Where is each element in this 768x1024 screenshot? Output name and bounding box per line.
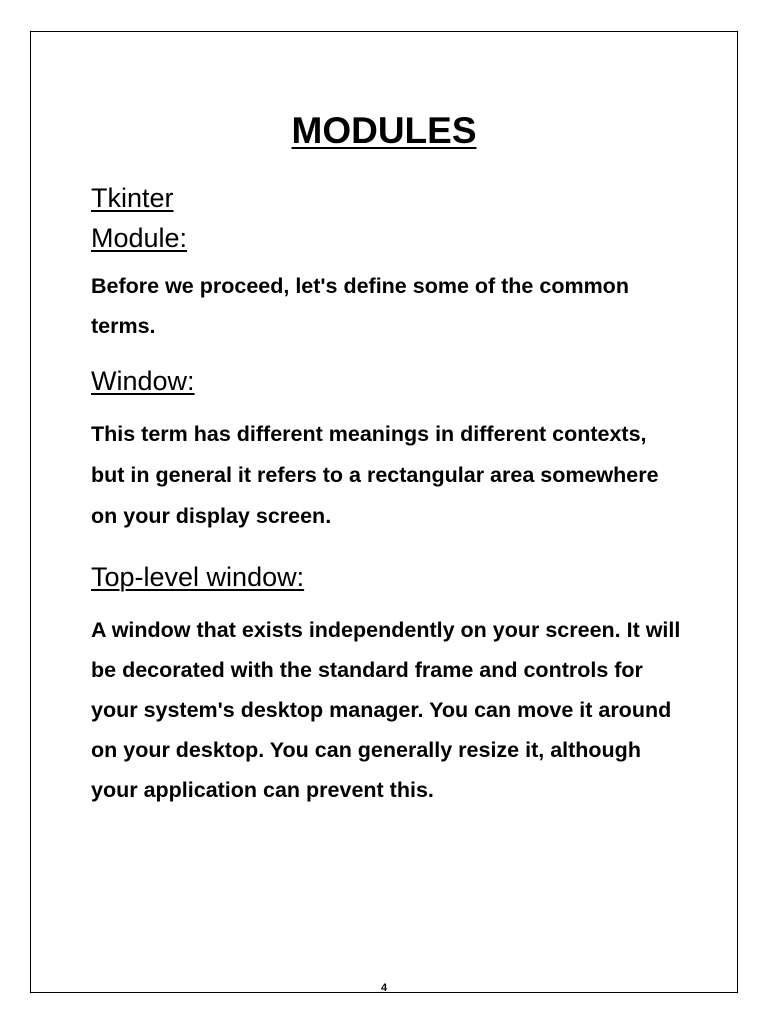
page-title: MODULES xyxy=(291,110,477,151)
section-heading-tkinter-module: Tkinter Module: xyxy=(91,183,188,253)
page-number: 4 xyxy=(380,982,388,994)
section-body-top-level-window: A window that exists independently on your screen. It will be decorated with the standard frame and controls for your system's desktop manager. You can move it around on your desktop. You can generally resize it, although your application can prevent this. xyxy=(91,618,681,802)
section-body-tkinter-module: Before we proceed, let's define some of the common terms. xyxy=(91,274,629,338)
section-body-window: This term has different meanings in different contexts, but in general it refers to a rectangular area somewhere on your display screen. xyxy=(91,422,659,528)
section-heading-top-level-window: Top-level window: xyxy=(91,562,305,592)
section-heading-window: Window: xyxy=(91,366,195,396)
